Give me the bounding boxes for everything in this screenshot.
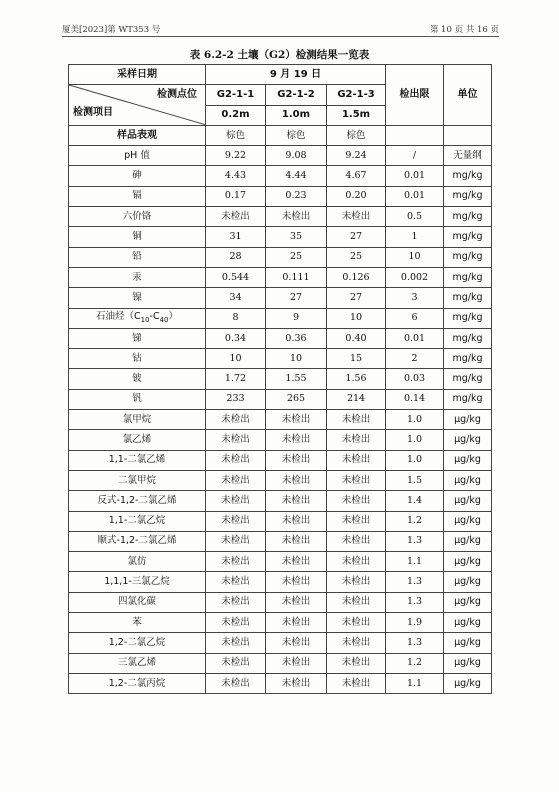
- result-value: 0.23: [266, 186, 327, 206]
- result-value: 未检出: [327, 430, 386, 450]
- result-value: 未检出: [266, 410, 327, 430]
- unit-value: mg/kg: [444, 369, 492, 389]
- result-value: 未检出: [266, 653, 327, 673]
- detection-limit-value: 1.0: [386, 430, 444, 450]
- detection-limit-value: /: [386, 146, 444, 166]
- result-value: 1.72: [206, 369, 266, 389]
- result-value: 15: [327, 349, 386, 369]
- result-value: 34: [206, 288, 266, 308]
- table-row: [69, 572, 492, 592]
- test-item-name: 1,1-二氯乙烷: [69, 511, 206, 531]
- unit-value: μg/kg: [444, 572, 492, 592]
- unit-value: mg/kg: [444, 166, 492, 186]
- result-value: 0.40: [327, 328, 386, 348]
- sampling-date-row: [69, 65, 492, 85]
- unit-value: μg/kg: [444, 410, 492, 430]
- unit-value: μg/kg: [444, 552, 492, 572]
- result-value: 0.111: [266, 267, 327, 287]
- detection-limit-value: 0.01: [386, 166, 444, 186]
- unit-value: mg/kg: [444, 247, 492, 267]
- unit-value: mg/kg: [444, 267, 492, 287]
- sample-id: G2-1-3: [327, 85, 386, 105]
- table-caption: 表 6.2-2 土壤（G2）检测结果一览表: [189, 49, 370, 61]
- result-value: 9.22: [206, 146, 266, 166]
- result-value: 4.43: [206, 166, 266, 186]
- result-value: 未检出: [266, 511, 327, 531]
- unit-value: μg/kg: [444, 633, 492, 653]
- test-item-name: 四氯化碳: [69, 592, 206, 612]
- test-item-name: 反式-1,2-二氯乙烯: [69, 491, 206, 511]
- test-item-name: 氯仿: [69, 552, 206, 572]
- test-item-name: 1,2-二氯乙烷: [69, 633, 206, 653]
- table-row: [69, 552, 492, 572]
- sample-depth: 1.5m: [327, 105, 386, 125]
- result-value: 未检出: [266, 572, 327, 592]
- table-row: [69, 328, 492, 348]
- result-value: 未检出: [206, 613, 266, 633]
- table-row: [69, 592, 492, 612]
- result-value: 未检出: [327, 207, 386, 227]
- unit-value: mg/kg: [444, 186, 492, 206]
- detection-limit-header: 检出限: [386, 65, 444, 126]
- detection-limit-value: 1.2: [386, 511, 444, 531]
- test-item-name: 苯: [69, 613, 206, 633]
- unit-value: μg/kg: [444, 450, 492, 470]
- test-item-name: 1,1-二氯乙烯: [69, 450, 206, 470]
- item-label: 检测项目: [73, 106, 113, 118]
- unit-value: 无量纲: [444, 146, 492, 166]
- result-value: 未检出: [327, 470, 386, 490]
- result-value: 未检出: [266, 491, 327, 511]
- test-item-name: 铅: [69, 247, 206, 267]
- result-value: 27: [327, 227, 386, 247]
- result-value: 31: [206, 227, 266, 247]
- result-value: 未检出: [266, 592, 327, 612]
- unit-value: μg/kg: [444, 653, 492, 673]
- result-value: 未检出: [327, 592, 386, 612]
- sample-id: G2-1-1: [206, 85, 266, 105]
- result-value: 未检出: [206, 207, 266, 227]
- result-value: 未检出: [327, 572, 386, 592]
- table-row: [69, 186, 492, 206]
- test-item-name: 钴: [69, 349, 206, 369]
- detection-limit-value: 0.03: [386, 369, 444, 389]
- table-row: [69, 227, 492, 247]
- test-item-name: pH 值: [69, 146, 206, 166]
- detection-limit-value: 3: [386, 288, 444, 308]
- detection-limit-value: 0.002: [386, 267, 444, 287]
- result-value: 未检出: [327, 613, 386, 633]
- table-row: [69, 633, 492, 653]
- page-number: 第 10 页 共 16 页: [429, 25, 499, 35]
- detection-limit-value: 1.0: [386, 450, 444, 470]
- table-row: [69, 491, 492, 511]
- unit-value: μg/kg: [444, 491, 492, 511]
- unit-value: μg/kg: [444, 531, 492, 551]
- result-value: 未检出: [206, 450, 266, 470]
- result-value: 未检出: [206, 633, 266, 653]
- result-value: 未检出: [206, 572, 266, 592]
- result-value: 0.20: [327, 186, 386, 206]
- test-item-name: 氯甲烷: [69, 410, 206, 430]
- detection-limit-value: 1.3: [386, 572, 444, 592]
- detection-limit-value: 1.1: [386, 673, 444, 693]
- table-row: [69, 389, 492, 409]
- test-item-name: 汞: [69, 267, 206, 287]
- unit-value: μg/kg: [444, 511, 492, 531]
- test-item-name: 六价铬: [69, 207, 206, 227]
- result-value: 4.67: [327, 166, 386, 186]
- appearance-value: 棕色: [266, 125, 327, 145]
- detection-limit-value: 0.5: [386, 207, 444, 227]
- unit-value: mg/kg: [444, 207, 492, 227]
- result-value: 未检出: [327, 410, 386, 430]
- result-value: 233: [206, 389, 266, 409]
- sample-depth: 1.0m: [266, 105, 327, 125]
- table-row: [69, 349, 492, 369]
- table-row: [69, 430, 492, 450]
- table-row: [69, 308, 492, 328]
- table-row: [69, 450, 492, 470]
- result-value: 265: [266, 389, 327, 409]
- result-value: 未检出: [206, 531, 266, 551]
- result-value: 未检出: [327, 633, 386, 653]
- result-value: 未检出: [327, 511, 386, 531]
- detection-limit-value: 6: [386, 308, 444, 328]
- test-item-name: 三氯乙烯: [69, 653, 206, 673]
- detection-limit-value: 0.01: [386, 186, 444, 206]
- result-value: 未检出: [327, 673, 386, 693]
- detection-limit-value: 1.9: [386, 613, 444, 633]
- test-item-name: 钒: [69, 389, 206, 409]
- appearance-label: 样品表观: [69, 125, 206, 145]
- result-value: 未检出: [206, 410, 266, 430]
- result-value: 10: [206, 349, 266, 369]
- result-value: 9: [266, 308, 327, 328]
- result-value: 未检出: [327, 653, 386, 673]
- detection-limit-value: 0.14: [386, 389, 444, 409]
- point-label: 检测点位: [157, 89, 197, 101]
- result-value: 28: [206, 247, 266, 267]
- test-item-name: 二氯甲烷: [69, 470, 206, 490]
- result-value: 25: [327, 247, 386, 267]
- result-value: 未检出: [266, 207, 327, 227]
- unit-value: mg/kg: [444, 308, 492, 328]
- table-row: [69, 369, 492, 389]
- table-row: [69, 166, 492, 186]
- result-value: 未检出: [206, 511, 266, 531]
- unit-value: mg/kg: [444, 349, 492, 369]
- result-value: 27: [266, 288, 327, 308]
- sample-id: G2-1-2: [266, 85, 327, 105]
- result-value: 未检出: [206, 673, 266, 693]
- result-value: 10: [266, 349, 327, 369]
- result-value: 未检出: [206, 552, 266, 572]
- result-value: 未检出: [266, 673, 327, 693]
- appearance-value: 棕色: [206, 125, 266, 145]
- table-row: [69, 673, 492, 693]
- result-value: 27: [327, 288, 386, 308]
- sample-depth: 0.2m: [206, 105, 266, 125]
- table-row: [69, 531, 492, 551]
- appearance-row: [69, 125, 492, 145]
- detection-limit-value: 1: [386, 227, 444, 247]
- result-value: 未检出: [206, 491, 266, 511]
- result-value: 未检出: [206, 592, 266, 612]
- unit-value: mg/kg: [444, 288, 492, 308]
- diagonal-header-cell: [69, 85, 206, 126]
- table-row: [69, 410, 492, 430]
- unit-value: μg/kg: [444, 592, 492, 612]
- unit-value: mg/kg: [444, 227, 492, 247]
- table-row: [69, 613, 492, 633]
- result-value: 未检出: [206, 653, 266, 673]
- table-row: [69, 146, 492, 166]
- test-item-name: 石油烃$(C_{10}-C_{40})$: [69, 308, 206, 328]
- test-item-name: 1,1,1-三氯乙烷: [69, 572, 206, 592]
- sampling-date-label: 采样日期: [69, 65, 206, 85]
- result-value: 0.126: [327, 267, 386, 287]
- unit-value: μg/kg: [444, 470, 492, 490]
- unit-header: 单位: [444, 65, 492, 126]
- test-item-name: 顺式-1,2-二氯乙烯: [69, 531, 206, 551]
- result-value: 未检出: [206, 430, 266, 450]
- table-row: [69, 470, 492, 490]
- result-value: 未检出: [266, 613, 327, 633]
- result-value: 未检出: [266, 450, 327, 470]
- test-item-name: 铍: [69, 369, 206, 389]
- test-item-name: 砷: [69, 166, 206, 186]
- test-item-name: 氯乙烯: [69, 430, 206, 450]
- test-item-name: 镉: [69, 186, 206, 206]
- result-value: 未检出: [327, 552, 386, 572]
- detection-limit-value: 1.2: [386, 653, 444, 673]
- report-number: 厦美[2023]第 WT353 号: [62, 25, 161, 35]
- unit-value: μg/kg: [444, 613, 492, 633]
- test-item-name: 镍: [69, 288, 206, 308]
- table-row: [69, 288, 492, 308]
- result-value: 214: [327, 389, 386, 409]
- detection-limit-value: 1.3: [386, 633, 444, 653]
- result-value: 35: [266, 227, 327, 247]
- result-value: 未检出: [327, 531, 386, 551]
- detection-limit-value: 2: [386, 349, 444, 369]
- result-value: 0.34: [206, 328, 266, 348]
- result-value: 4.44: [266, 166, 327, 186]
- detection-limit-value: 1.3: [386, 531, 444, 551]
- test-item-name: 锑: [69, 328, 206, 348]
- result-value: 未检出: [327, 450, 386, 470]
- test-item-name: 铜: [69, 227, 206, 247]
- appearance-limit-empty: [386, 125, 444, 145]
- result-value: 未检出: [266, 430, 327, 450]
- table-row: [69, 207, 492, 227]
- result-value: 8: [206, 308, 266, 328]
- table-row: [69, 247, 492, 267]
- table-row: [69, 267, 492, 287]
- detection-limit-value: 1.4: [386, 491, 444, 511]
- test-item-name: 1,2-二氯丙烷: [69, 673, 206, 693]
- detection-limit-value: 1.5: [386, 470, 444, 490]
- unit-value: μg/kg: [444, 673, 492, 693]
- result-value: 未检出: [266, 552, 327, 572]
- unit-value: mg/kg: [444, 389, 492, 409]
- result-value: 未检出: [327, 491, 386, 511]
- result-value: 未检出: [206, 470, 266, 490]
- sampling-date-value: 9 月 19 日: [206, 65, 386, 85]
- results-table: [68, 64, 492, 694]
- result-value: 未检出: [266, 633, 327, 653]
- result-value: 未检出: [266, 531, 327, 551]
- detection-limit-value: 1.3: [386, 592, 444, 612]
- result-value: 10: [327, 308, 386, 328]
- appearance-unit-empty: [444, 125, 492, 145]
- result-value: 9.08: [266, 146, 327, 166]
- detection-limit-value: 1.1: [386, 552, 444, 572]
- appearance-value: 棕色: [327, 125, 386, 145]
- detection-limit-value: 0.01: [386, 328, 444, 348]
- result-value: 0.544: [206, 267, 266, 287]
- result-value: 未检出: [266, 470, 327, 490]
- result-value: 0.17: [206, 186, 266, 206]
- detection-limit-value: 1.0: [386, 410, 444, 430]
- page-header: [62, 22, 499, 37]
- table-row: [69, 511, 492, 531]
- result-value: 9.24: [327, 146, 386, 166]
- result-value: 1.55: [266, 369, 327, 389]
- unit-value: mg/kg: [444, 328, 492, 348]
- detection-limit-value: 10: [386, 247, 444, 267]
- result-value: 25: [266, 247, 327, 267]
- table-row: [69, 653, 492, 673]
- result-value: 1.56: [327, 369, 386, 389]
- unit-value: μg/kg: [444, 430, 492, 450]
- result-value: 0.36: [266, 328, 327, 348]
